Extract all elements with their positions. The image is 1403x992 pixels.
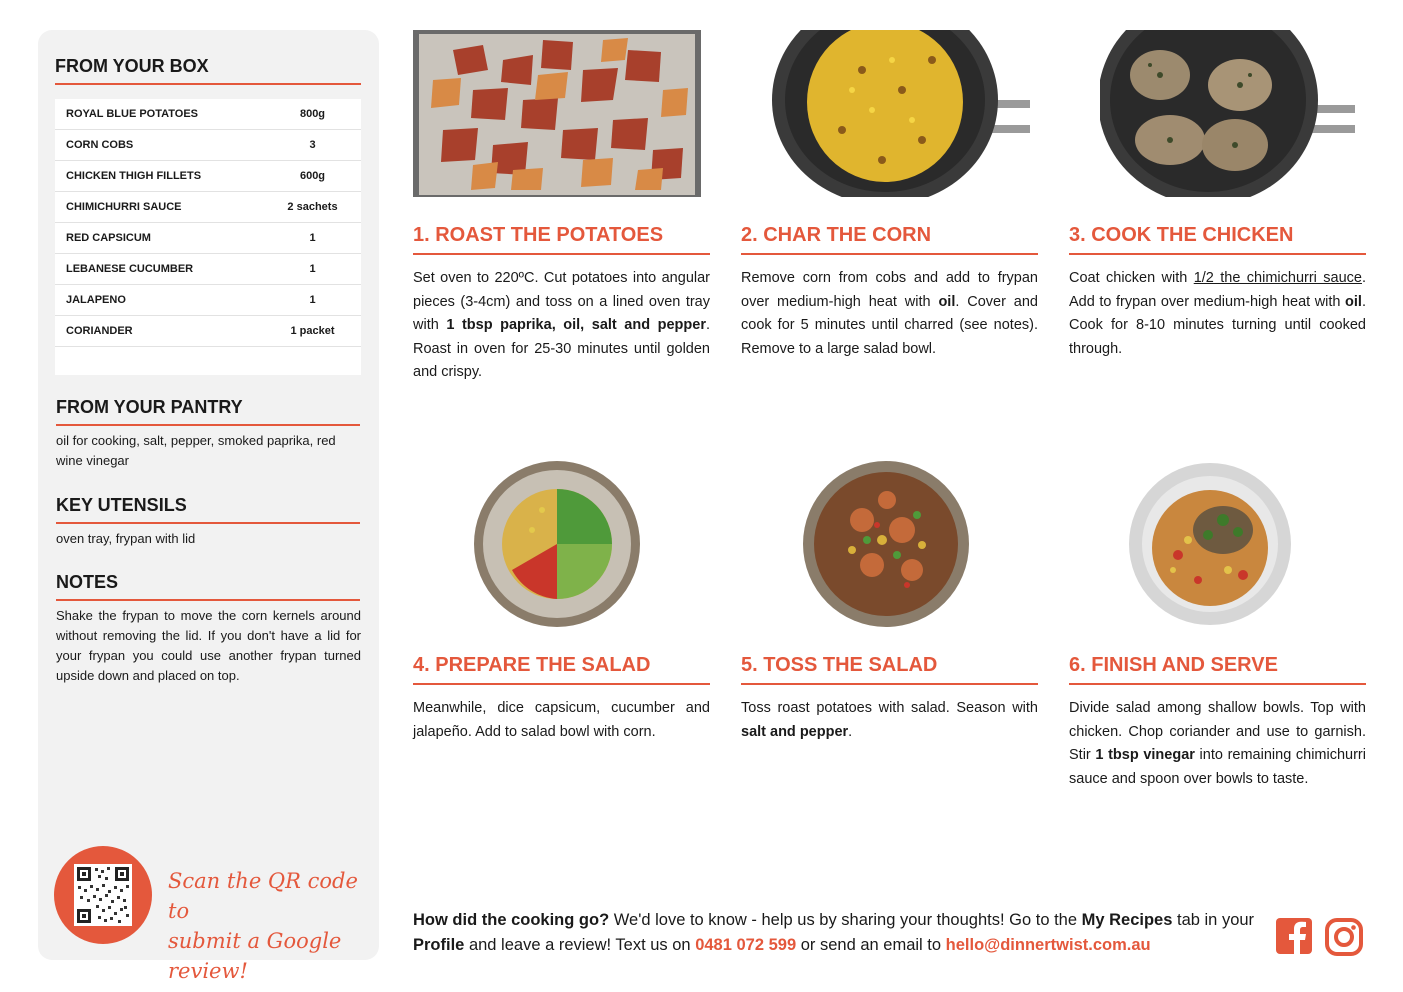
email-link[interactable]: hello@dinnertwist.com.au [945, 936, 1151, 954]
box-ingredients-table [55, 99, 361, 375]
step-emphasis: oil [1345, 293, 1362, 310]
notes-title: NOTES [56, 572, 360, 601]
table-row [55, 99, 361, 130]
step-emphasis: 1 tbsp vinegar [1095, 747, 1195, 763]
step-underline: 1/2 the chimichurri sauce [1193, 270, 1362, 286]
step-text: . Roast in oven for 25-30 minutes until golden and crispy. [413, 317, 710, 380]
feedback-footer [413, 908, 1263, 958]
cook-chicken-photo [1100, 30, 1355, 197]
step-6-body [1069, 697, 1366, 791]
step-4-title: 4. PREPARE THE SALAD [413, 654, 710, 685]
toss-salad-photo [802, 460, 970, 628]
phone-link[interactable]: 0481 072 599 [695, 936, 797, 954]
table-row [55, 161, 361, 192]
ingredient-name: ROYAL BLUE POTATOES [66, 108, 199, 120]
ingredient-qty: 600g [299, 170, 326, 182]
step-text: . Cook for 8-10 minutes turning until cooked through. [1069, 293, 1366, 357]
qr-caption-line: submit a Google review! [168, 929, 342, 983]
ingredient-qty: 3 [309, 139, 316, 151]
utensils-title: KEY UTENSILS [56, 495, 360, 524]
ingredient-qty: 1 packet [290, 325, 335, 337]
ingredient-qty: 2 sachets [287, 201, 338, 213]
ingredient-qty: 1 [309, 232, 316, 244]
box-title: FROM YOUR BOX [55, 56, 361, 85]
ingredient-name: CORN COBS [66, 139, 134, 151]
step-text: Set oven to 220ºC. Cut potatoes into angular pieces (3-4cm) and toss on a lined oven tray with [413, 270, 710, 333]
step-text: . Add to frypan over medium-high heat with [1069, 270, 1366, 310]
step-text: Coat chicken with [1069, 270, 1194, 286]
step-3-body [1069, 267, 1366, 361]
step-6-title: 6. FINISH AND SERVE [1069, 654, 1366, 685]
step-emphasis: salt and pepper [741, 723, 849, 740]
ingredient-name: LEBANESE CUCUMBER [66, 263, 194, 275]
footer-text: tab in your [1172, 911, 1255, 929]
step-5-body [741, 697, 1038, 744]
step-5-title: 5. TOSS THE SALAD [741, 654, 1038, 685]
footer-emphasis: My Recipes [1081, 911, 1173, 929]
ingredient-qty: 1 [309, 294, 316, 306]
step-text: Toss roast potatoes with salad. Season with [741, 700, 1038, 716]
finish-serve-photo [1128, 460, 1293, 628]
char-corn-photo [772, 30, 1030, 197]
ingredient-name: CHIMICHURRI SAUCE [66, 201, 182, 213]
step-text: into remaining chimichurri sauce and spoon over bowls to taste. [1069, 747, 1366, 787]
instagram-icon[interactable] [1325, 918, 1363, 961]
footer-text: or send an email to [796, 936, 946, 954]
step-emphasis: 1 tbsp paprika, oil, salt and pepper [446, 317, 706, 333]
footer-question: How did the cooking go? [413, 911, 610, 929]
step-1-body [413, 267, 710, 385]
footer-text: We'd love to know - help us by sharing your thoughts! Go to the [609, 911, 1082, 929]
step-3-title: 3. COOK THE CHICKEN [1069, 224, 1366, 255]
table-row [55, 316, 361, 347]
ingredient-name: RED CAPSICUM [66, 232, 151, 244]
pantry-text: oil for cooking, salt, pepper, smoked paprika, red wine vinegar [56, 433, 336, 468]
step-1-title: 1. ROAST THE POTATOES [413, 224, 710, 255]
roast-potatoes-photo [413, 30, 701, 197]
pantry-title: FROM YOUR PANTRY [56, 397, 360, 426]
ingredients-sidebar [38, 30, 379, 983]
qr-badge[interactable] [54, 846, 152, 944]
ingredient-qty: 1 [309, 263, 316, 275]
table-row [55, 223, 361, 254]
step-4-body [413, 697, 710, 744]
qr-code-icon[interactable] [74, 864, 132, 926]
utensils-text: oven tray, frypan with lid [56, 531, 196, 546]
step-2-body [741, 267, 1038, 361]
table-row [55, 130, 361, 161]
table-row [55, 285, 361, 316]
ingredient-name: CORIANDER [66, 325, 133, 337]
step-text: . [848, 723, 853, 740]
notes-text: Shake the frypan to move the corn kernels around without removing the lid. If you don't have a lid for your frypan you could use another frypan turned upside down and placed on top. [56, 608, 361, 683]
step-text: Remove corn from cobs and add to frypan over medium-high heat with [741, 270, 1038, 310]
step-emphasis: oil [938, 293, 956, 310]
table-row [55, 254, 361, 285]
step-text: . Cover and cook for 5 minutes until charred (see notes). Remove to a large salad bowl. [741, 293, 1038, 357]
ingredient-name: CHICKEN THIGH FILLETS [66, 170, 202, 182]
ingredient-qty: 800g [299, 108, 326, 120]
prepare-salad-photo [472, 460, 642, 628]
facebook-icon[interactable] [1276, 918, 1312, 959]
step-text: Divide salad among shallow bowls. Top with chicken. Chop coriander and use to garnish. Stir [1069, 700, 1366, 763]
step-text: Meanwhile, dice capsicum, cucumber and jalapeño. Add to salad bowl with corn. [413, 700, 710, 740]
ingredient-name: JALAPENO [66, 294, 126, 306]
table-row [55, 192, 361, 223]
step-2-title: 2. CHAR THE CORN [741, 224, 1038, 255]
qr-caption-line: Scan the QR code to [168, 869, 358, 923]
footer-text: and leave a review! Text us on [464, 936, 696, 954]
footer-emphasis: Profile [413, 936, 465, 954]
qr-caption [168, 866, 368, 986]
